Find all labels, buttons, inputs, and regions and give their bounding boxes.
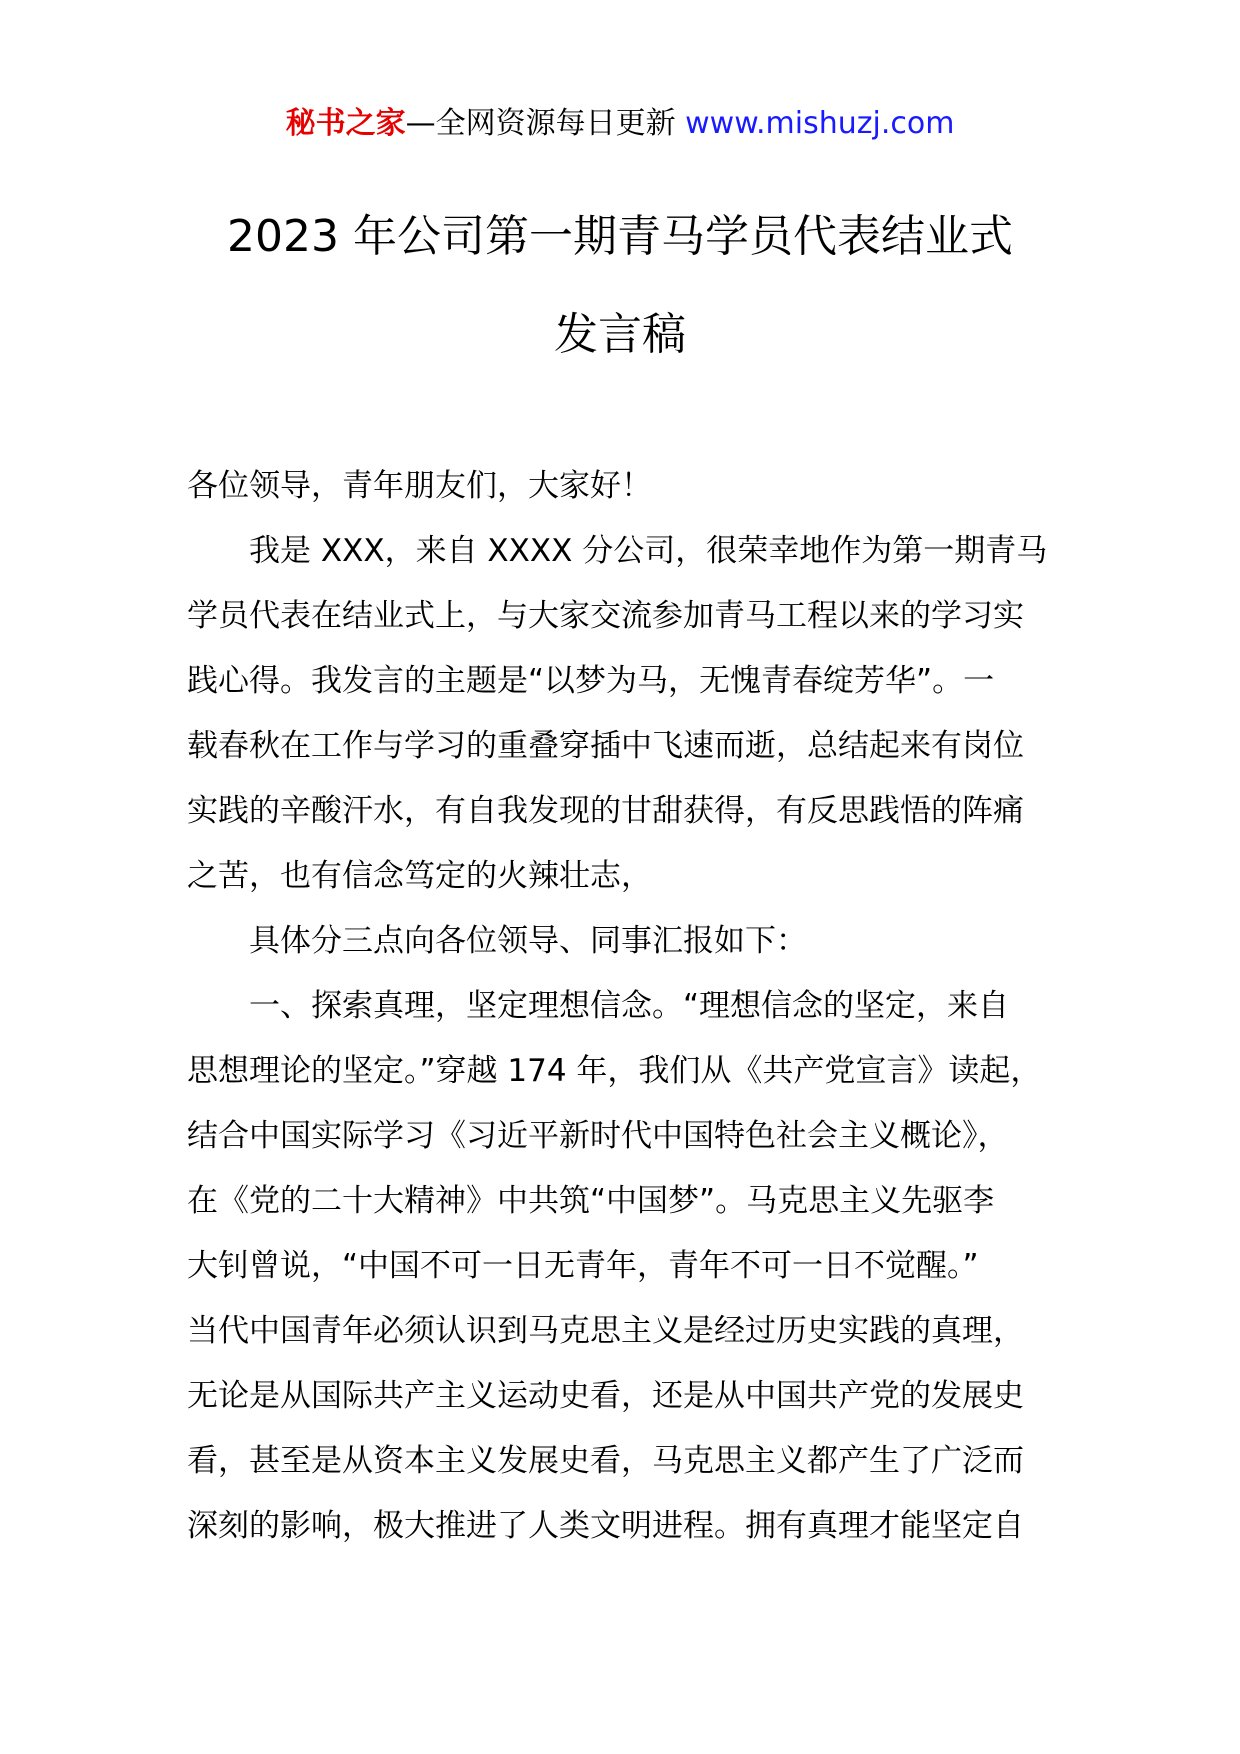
document-title bbox=[0, 188, 1240, 384]
paragraph-line: 学员代表在结业式上，与大家交流参加青马工程以来的学习实 bbox=[187, 598, 1024, 634]
paragraph-line: 之苦，也有信念笃定的火辣壮志， bbox=[187, 858, 652, 894]
paragraph-line: 大钊曾说，“中国不可一日无青年，青年不可一日不觉醒。” bbox=[187, 1248, 979, 1284]
paragraph-line: 无论是从国际共产主义运动史看，还是从中国共产党的发展史 bbox=[187, 1378, 1024, 1414]
paragraph-line: 践心得。我发言的主题是“以梦为马，无愧青春绽芳华”。一 bbox=[187, 663, 995, 699]
paragraph-line: 一、探索真理，坚定理想信念。“理想信念的坚定，来自 bbox=[249, 988, 1010, 1024]
document-body bbox=[187, 454, 1087, 1559]
paragraph-line: 思想理论的坚定。”穿越 174 年，我们从《共产党宣言》读起， bbox=[187, 1053, 1042, 1089]
title-line-2: 发言稿 bbox=[554, 309, 686, 360]
paragraph-line: 深刻的影响，极大推进了人类文明进程。拥有真理才能坚定自 bbox=[187, 1508, 1024, 1544]
paragraph-line: 看，甚至是从资本主义发展史看，马克思主义都产生了广泛而 bbox=[187, 1443, 1024, 1479]
site-header bbox=[0, 102, 1240, 146]
site-tagline: —全网资源每日更新 bbox=[405, 106, 686, 141]
paragraph-line: 结合中国实际学习《习近平新时代中国特色社会主义概论》， bbox=[187, 1118, 1009, 1154]
paragraph-line: 具体分三点向各位领导、同事汇报如下： bbox=[249, 923, 807, 959]
paragraph-line: 在《党的二十大精神》中共筑“中国梦”。马克思主义先驱李 bbox=[187, 1183, 995, 1219]
title-line-1: 2023 年公司第一期青马学员代表结业式 bbox=[227, 211, 1013, 262]
site-url-link[interactable]: www.mishuzj.com bbox=[685, 106, 955, 141]
paragraph-line: 实践的辛酸汗水，有自我发现的甘甜获得，有反思践悟的阵痛 bbox=[187, 793, 1024, 829]
site-brand: 秘书之家 bbox=[285, 106, 406, 141]
paragraph-line: 我是 XXX，来自 XXXX 分公司，很荣幸地作为第一期青马 bbox=[249, 533, 1048, 569]
salutation-line: 各位领导，青年朋友们，大家好！ bbox=[187, 468, 652, 504]
paragraph-line: 载春秋在工作与学习的重叠穿插中飞速而逝，总结起来有岗位 bbox=[187, 728, 1024, 764]
paragraph-line: 当代中国青年必须认识到马克思主义是经过历史实践的真理， bbox=[187, 1313, 1024, 1349]
